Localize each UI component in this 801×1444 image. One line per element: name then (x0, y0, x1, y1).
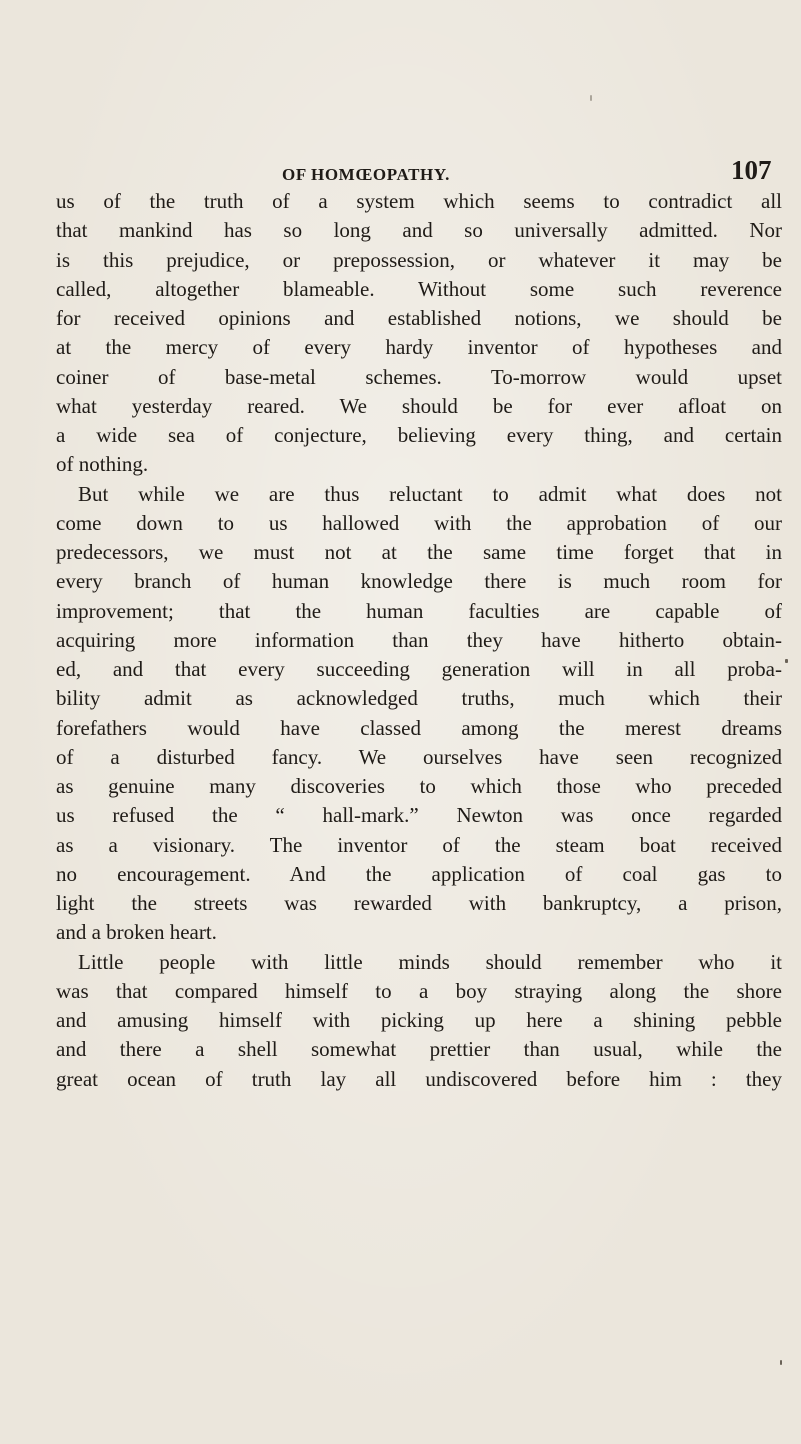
text-line: acquiring more information than they have hitherto obtain- (56, 627, 782, 652)
text-line: coiner of base-metal schemes. To-morrow would upset (56, 364, 782, 389)
running-head-title: OF HOMŒOPATHY. (282, 165, 451, 184)
text-line: bility admit as acknowledged truths, much which their (56, 686, 782, 711)
page-number: 107 (731, 155, 772, 185)
text-line: us of the truth of a system which seems to contradict all (56, 189, 782, 213)
text-line: that mankind has so long and so universally admitted. Nor (56, 218, 782, 243)
text-line: come down to us hallowed with the approbation of our (56, 510, 782, 535)
text-line: great ocean of truth lay all undiscovered before him : they (56, 1066, 782, 1091)
text-line: and there a shell somewhat prettier than usual, while the (56, 1037, 782, 1062)
text-line: called, altogether blameable. Without some such reverence (56, 276, 782, 301)
text-line: improvement; that the human faculties are capable of (56, 598, 782, 623)
text-line: forefathers would have classed among the merest dreams (56, 715, 782, 740)
text-line: is this prejudice, or prepossession, or whatever it may be (56, 247, 782, 272)
print-speck (590, 95, 592, 101)
text-line: ed, and that every succeeding generation will in all proba- (56, 657, 782, 681)
print-speck (780, 1360, 782, 1365)
text-line: a wide sea of conjecture, believing every thing, and certain (56, 423, 782, 447)
text-line: every branch of human knowledge there is much room for (56, 569, 782, 594)
text-line: predecessors, we must not at the same time forget that in (56, 540, 782, 564)
print-speck (785, 659, 788, 663)
text-line: as a visionary. The inventor of the steam boat received (56, 832, 782, 857)
text-line: as genuine many discoveries to which those who preceded (56, 774, 782, 798)
text-line: Little people with little minds should remember who it (78, 949, 782, 974)
text-line: at the mercy of every hardy inventor of hypotheses and (56, 335, 782, 360)
text-line: light the streets was rewarded with bankruptcy, a prison, (56, 891, 782, 915)
text-line: what yesterday reared. We should be for ever afloat on (56, 393, 782, 418)
text-line: and a broken heart. (56, 920, 217, 945)
text-line: of a disturbed fancy. We ourselves have seen recognized (56, 744, 782, 769)
text-line: for received opinions and established notions, we should be (56, 306, 782, 330)
text-line: and amusing himself with picking up here a shining pebble (56, 1008, 782, 1032)
body-text (56, 187, 782, 1094)
text-line: no encouragement. And the application of coal gas to (56, 861, 782, 886)
text-line: us refused the “ hall-mark.” Newton was once regarded (56, 803, 782, 828)
text-line: of nothing. (56, 452, 149, 477)
text-line: was that compared himself to a boy straying along the shore (56, 978, 782, 1003)
text-line: But while we are thus reluctant to admit what does not (78, 481, 782, 506)
